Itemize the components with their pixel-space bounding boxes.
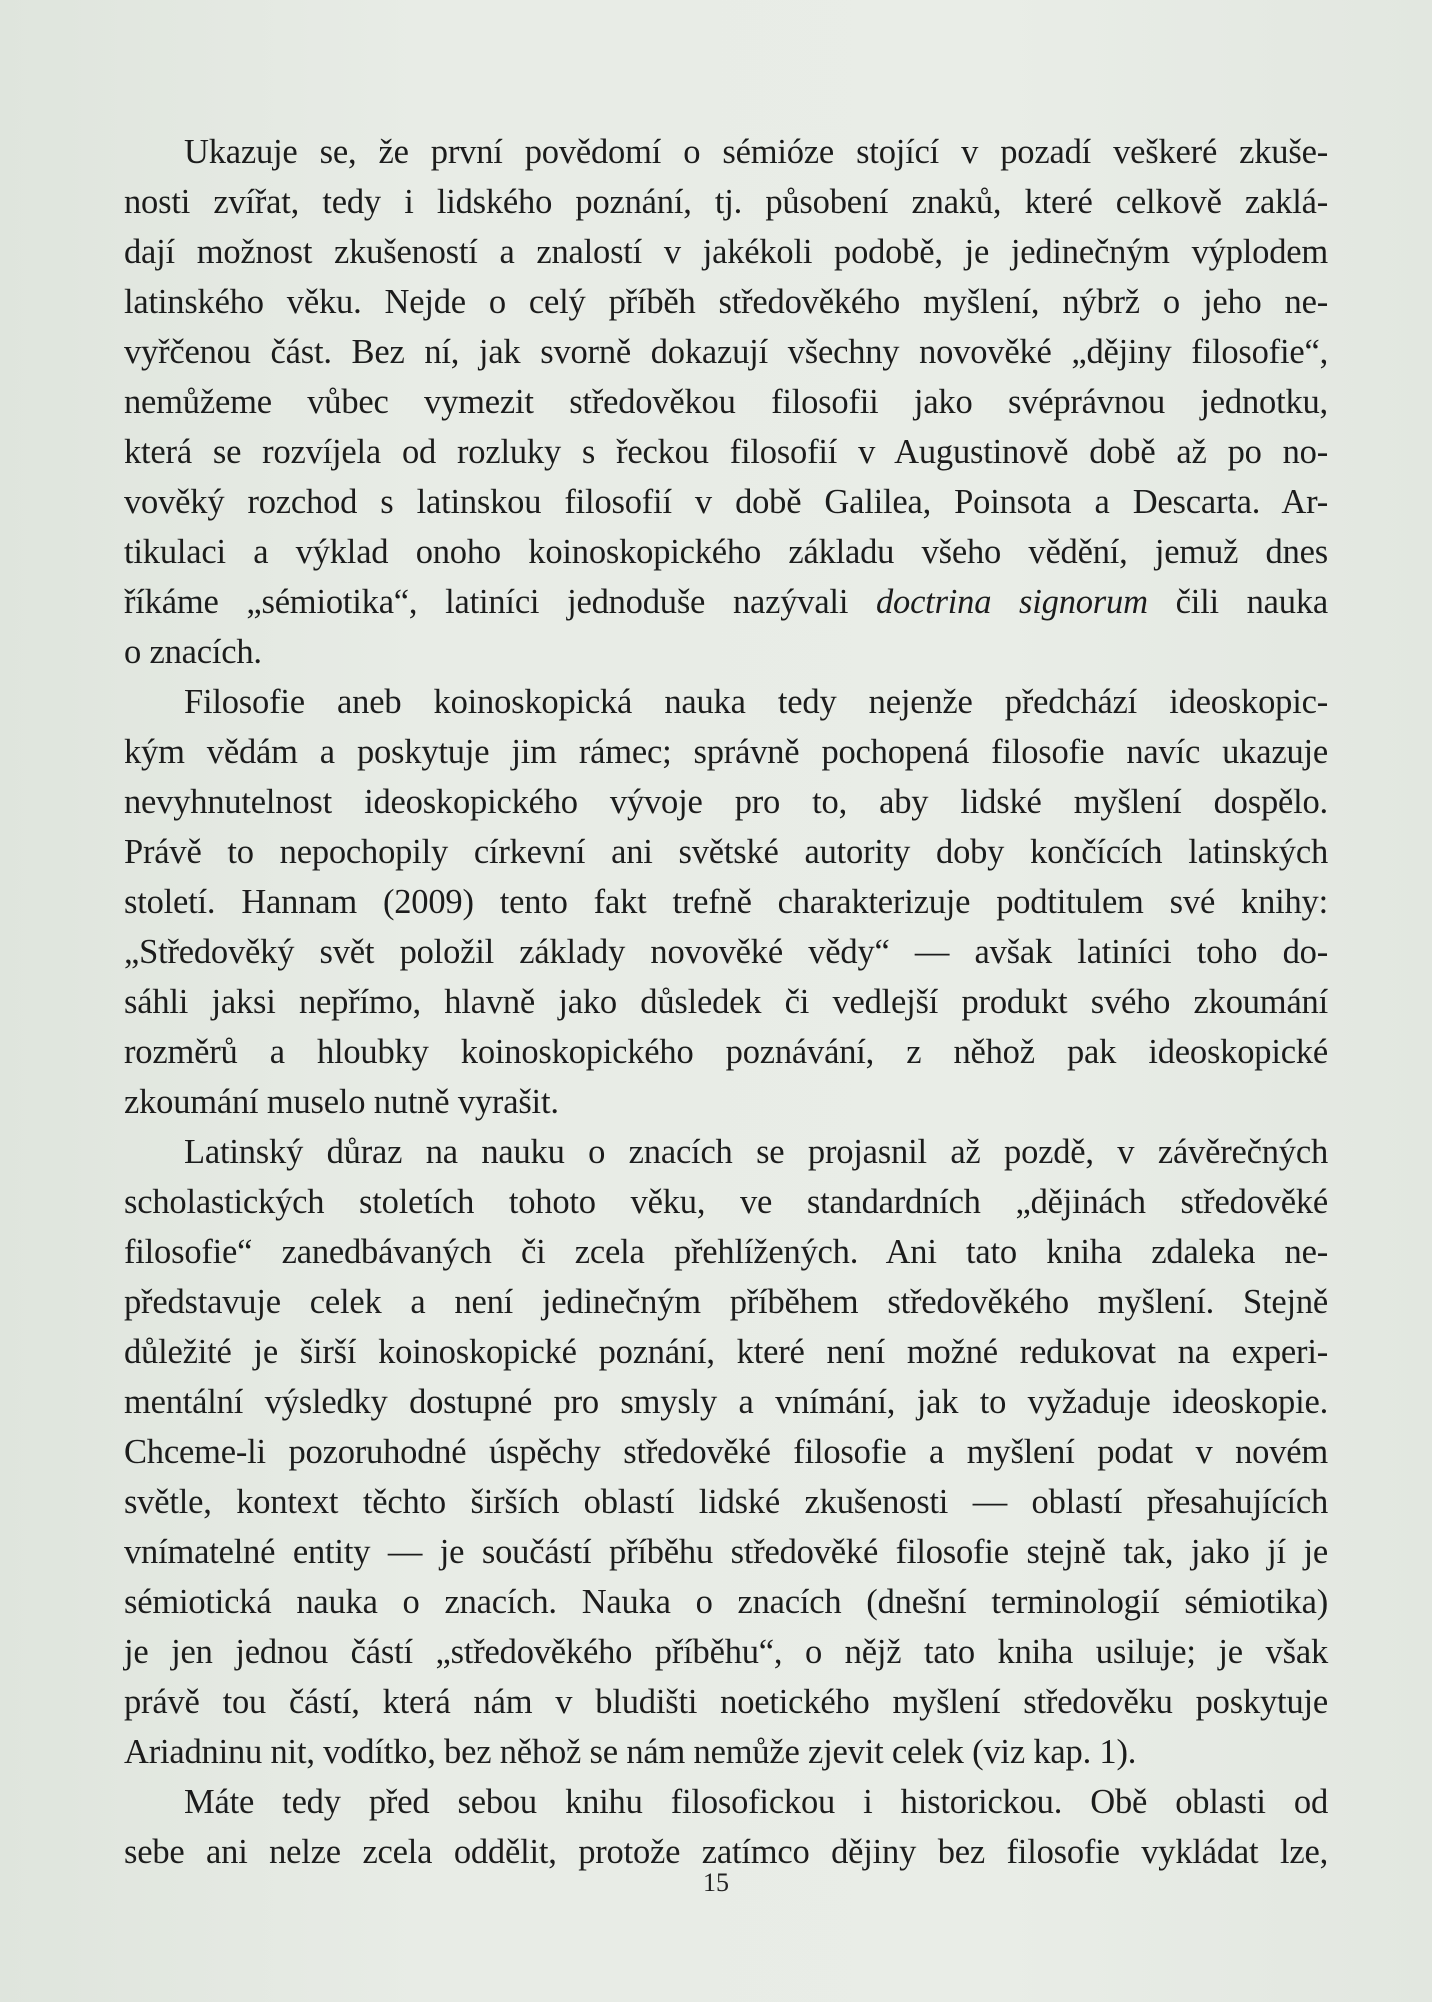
text-line: nevyhnutelnost ideoskopického vývoje pro to, aby lidské myšlení dospělo. xyxy=(124,783,1328,821)
text-line: nemůžeme vůbec vymezit středověkou filosofii jako svéprávnou jednotku, xyxy=(124,383,1328,421)
text-line: Ukazuje se, že první povědomí o sémióze stojící v pozadí veškeré zkuše- xyxy=(184,133,1328,171)
paragraph xyxy=(124,1127,1328,1777)
text-line: Právě to nepochopily církevní ani světské autority doby končících latinských xyxy=(124,833,1328,871)
paragraph xyxy=(124,127,1328,677)
text-line: Chceme-li pozoruhodné úspěchy středověké filosofie a myšlení podat v novém xyxy=(124,1433,1328,1471)
text-line: sáhli jaksi nepřímo, hlavně jako důsledek či vedlejší produkt svého zkoumání xyxy=(124,983,1328,1021)
text-line: nosti zvířat, tedy i lidského poznání, tj. působení znaků, které celkově zaklá- xyxy=(124,183,1328,221)
text-line: Ariadninu nit, vodítko, bez něhož se nám nemůže zjevit celek (viz kap. 1). xyxy=(124,1733,1137,1771)
text-line: světle, kontext těchto širších oblastí lidské zkušenosti — oblastí přesahujících xyxy=(124,1483,1328,1521)
text-line: říkáme „sémiotika“, latiníci jednoduše nazývali doctrina signorum čili nauka xyxy=(124,583,1328,621)
text-line: sémiotická nauka o znacích. Nauka o znacích (dnešní terminologií sémiotika) xyxy=(124,1583,1328,1621)
text-line: vnímatelné entity — je součástí příběhu středověké filosofie stejně tak, jako jí je xyxy=(124,1533,1328,1571)
text-line: dají možnost zkušeností a znalostí v jakékoli podobě, je jedinečným výplodem xyxy=(124,233,1328,271)
text-line: Latinský důraz na nauku o znacích se projasnil až pozdě, v závěrečných xyxy=(184,1133,1328,1171)
text-line: filosofie“ zanedbávaných či zcela přehlížených. Ani tato kniha zdaleka ne- xyxy=(124,1233,1328,1271)
page-number: 15 xyxy=(703,1868,729,1897)
text-line: sebe ani nelze zcela oddělit, protože zatímco dějiny bez filosofie vykládat lze, xyxy=(124,1833,1328,1871)
text-line: mentální výsledky dostupné pro smysly a vnímání, jak to vyžaduje ideoskopie. xyxy=(124,1383,1328,1421)
text-line: století. Hannam (2009) tento fakt trefně charakterizuje podtitulem své knihy: xyxy=(124,883,1328,921)
body-text xyxy=(124,127,1328,1877)
text-line: vověký rozchod s latinskou filosofií v době Galilea, Poinsota a Descarta. Ar- xyxy=(124,483,1328,521)
text-line: scholastických stoletích tohoto věku, ve standardních „dějinách středověké xyxy=(124,1183,1328,1221)
text-line: Máte tedy před sebou knihu filosofickou i historickou. Obě oblasti od xyxy=(184,1783,1328,1821)
italic-term: doctrina signorum xyxy=(875,583,1148,621)
text-line: tikulaci a výklad onoho koinoskopického základu všeho vědění, jemuž dnes xyxy=(124,533,1328,571)
text-line: latinského věku. Nejde o celý příběh středověkého myšlení, nýbrž o jeho ne- xyxy=(124,283,1328,321)
text-line: důležité je širší koinoskopické poznání, které není možné redukovat na experi- xyxy=(124,1333,1328,1371)
text-line: právě tou částí, která nám v bludišti noetického myšlení středověku poskytuje xyxy=(124,1683,1328,1721)
text-line: o znacích. xyxy=(124,633,262,671)
text-line: představuje celek a není jedinečným příběhem středověkého myšlení. Stejně xyxy=(124,1283,1328,1321)
text-line: Filosofie aneb koinoskopická nauka tedy nejenže předchází ideoskopic- xyxy=(184,683,1328,721)
text-line: rozměrů a hloubky koinoskopického poznávání, z něhož pak ideoskopické xyxy=(124,1033,1328,1071)
text-line: „Středověký svět položil základy novověké vědy“ — avšak latiníci toho do- xyxy=(124,933,1328,971)
text-line: zkoumání muselo nutně vyrašit. xyxy=(124,1083,559,1121)
paragraph xyxy=(124,677,1328,1127)
text-line: která se rozvíjela od rozluky s řeckou filosofií v Augustinově době až po no- xyxy=(124,433,1328,471)
paragraph xyxy=(124,1777,1328,1877)
text-line: kým vědám a poskytuje jim rámec; správně pochopená filosofie navíc ukazuje xyxy=(124,733,1328,771)
text-line: vyřčenou část. Bez ní, jak svorně dokazují všechny novověké „dějiny filosofie“, xyxy=(124,333,1328,371)
text-line: je jen jednou částí „středověkého příběhu“, o nějž tato kniha usiluje; je však xyxy=(124,1633,1328,1671)
